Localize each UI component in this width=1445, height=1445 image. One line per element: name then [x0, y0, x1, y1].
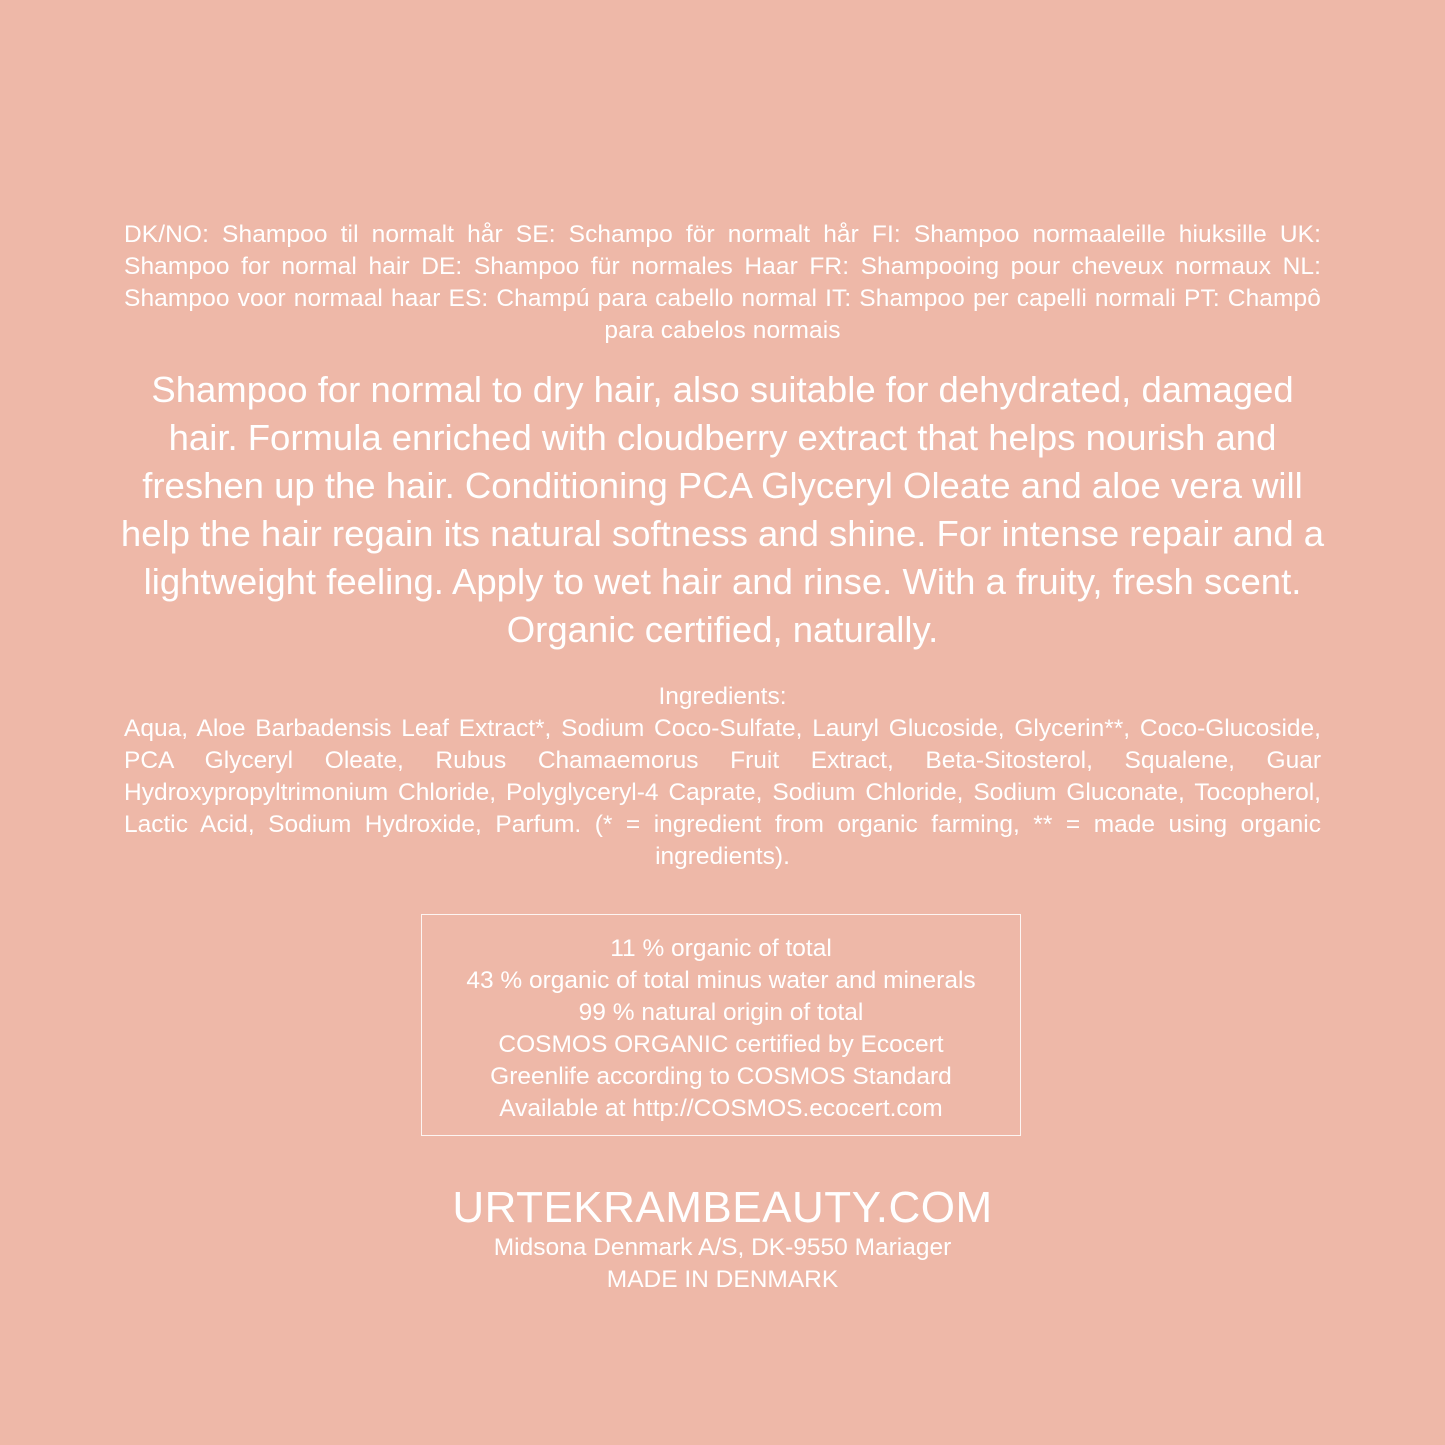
certification-box	[421, 914, 1021, 1136]
ingredients-list: Aqua, Aloe Barbadensis Leaf Extract*, Sodium Coco-Sulfate, Lauryl Glucoside, Glycerin**, Coco-Glucoside, PCA Glyceryl Oleate, Rubus Chamaemorus Fruit Extract, Beta-Sitosterol, Squalene, Guar Hydroxypropyltrimonium Chloride, Polyglyceryl-4 Caprate, Sodium Chloride, Sodium Gluconate, Tocopherol, Lactic Acid, Sodium Hydroxide, Parfum. (* = ingredient from organic farming, ** = made using organic ingredients).	[124, 715, 1321, 870]
cert-line-organic-minus-water: 43 % organic of total minus water and minerals	[466, 967, 976, 994]
multilingual-product-names: DK/NO: Shampoo til normalt hår SE: Schampo för normalt hår FI: Shampoo normaaleille hiuksille UK: Shampoo for normal hair DE: Shampoo für normales Haar FR: Shampooing pour cheveux normaux NL: Shampoo voor normaal haar ES: Champú para cabello normal IT: Shampoo per capelli normali PT: Champô para cabelos normais	[124, 221, 1321, 344]
cert-line-availability: Available at http://COSMOS.ecocert.com	[499, 1095, 943, 1122]
cert-line-organic-total: 11 % organic of total	[610, 935, 832, 962]
ingredients-heading: Ingredients:	[658, 683, 787, 710]
company-address: Midsona Denmark A/S, DK-9550 Mariager	[493, 1234, 952, 1261]
made-in-label: MADE IN DENMARK	[606, 1266, 839, 1293]
cert-line-greenlife: Greenlife according to COSMOS Standard	[490, 1063, 952, 1090]
cert-line-natural-origin: 99 % natural origin of total	[578, 999, 864, 1026]
product-description: Shampoo for normal to dry hair, also suitable for dehydrated, damaged hair. Formula enriched with cloudberry extract that helps nourish and freshen up the hair. Conditioning PCA Glyceryl Oleate and aloe vera will help the hair regain its natural softness and shine. For intense repair and a lightweight feeling. Apply to wet hair and rinse. With a fruity, fresh scent. Organic certified, naturally.	[120, 369, 1325, 650]
website-url: URTEKRAMBEAUTY.COM	[452, 1183, 993, 1232]
cert-line-cosmos-certified: COSMOS ORGANIC certified by Ecocert	[498, 1031, 944, 1058]
